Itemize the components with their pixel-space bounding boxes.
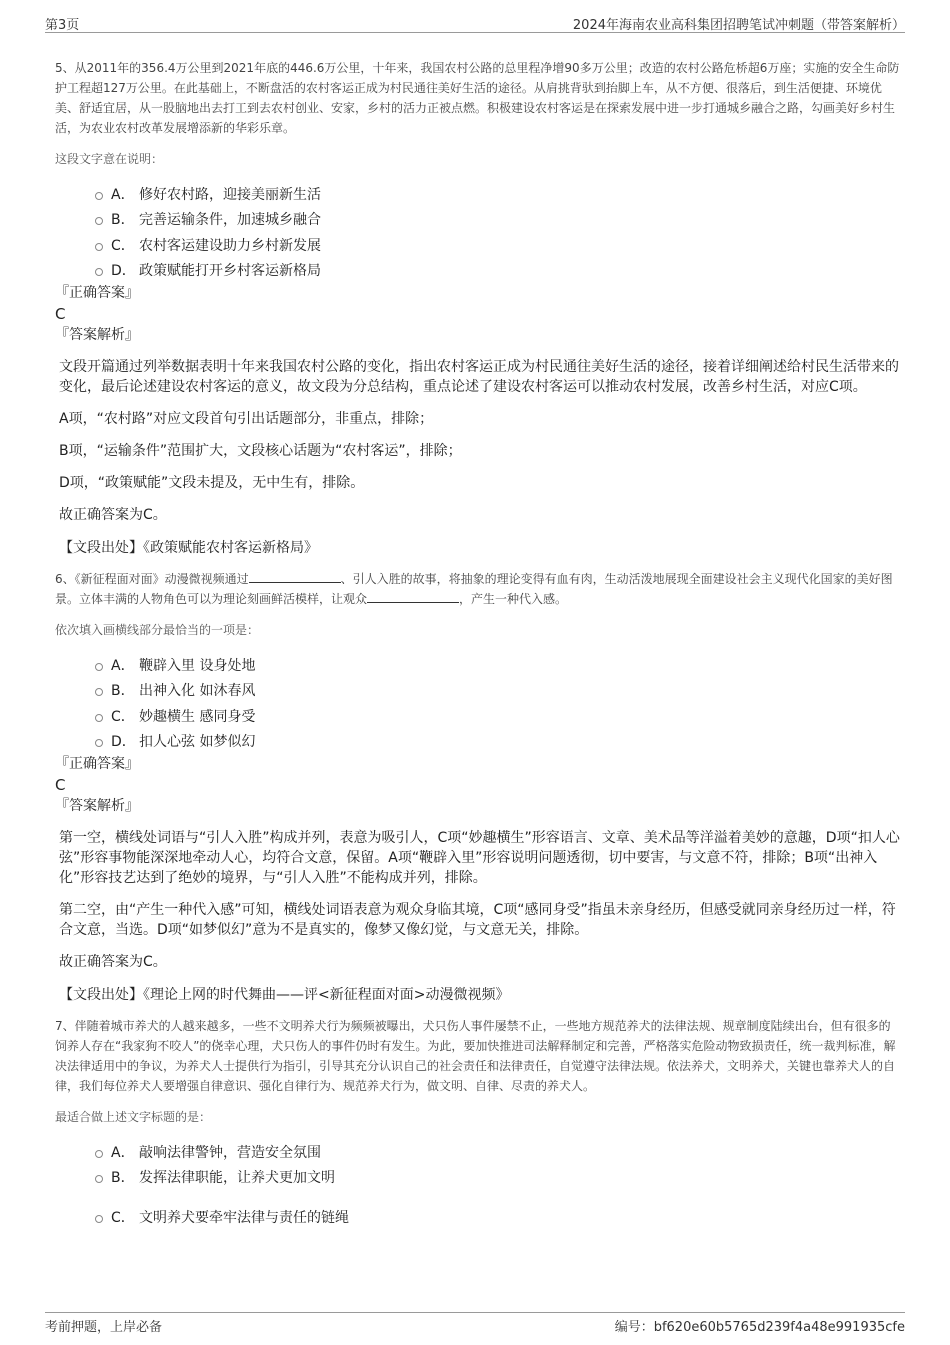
analysis-text: 第一空，横线处词语与“引人入胜”构成并列，表意为吸引人，C项“妙趣横生”形容语言、文章、美术品等洋溢着美妙的意趣，D项“扣人心弦”形容事物能深深地牵动人心，均符合文意，保留。A项“鞭辟入里”形容说明问题透彻，切中要害，与文意不符，排除；B项“出神入化”形容技艺达到了绝妙的境界，与“引人入胜”不能构成并列，排除。 第二空，由“产生一种代入感”可知，横线处词语表意为观众身临其境，C项“感同身受”指虽未亲身经历，但感受就同亲身经历过一样，符合文意，当选。D项“如梦似幻”意为不是真实的，像梦又像幻觉，与文意无关，排除。 故正确答案为C。 (59, 830, 900, 970)
answer-label: 『正确答案』 (55, 285, 139, 301)
source-citation: 【文段出处】《政策赋能农村客运新格局》 (59, 540, 318, 556)
option-list (95, 652, 902, 754)
radio-icon[interactable] (95, 714, 103, 722)
fill-blank (367, 590, 459, 603)
option-a[interactable]: A． 修好农村路，迎接美丽新生活 (95, 181, 902, 207)
question-5 (55, 58, 902, 557)
radio-icon[interactable] (95, 1175, 103, 1183)
question-text: 5、从2011年的356.4万公里到2021年底的446.6万公里，十年来，我国农村公路的总里程净增90多万公里；改造的农村公路危桥超6万座；实施的安全生命防护工程超127万公里。在此基础上，不断盘活的农村客运正成为村民通往美好生活的途径。从肩挑背驮到抬脚上车，从不方便、很落后，到生活便捷、环境优美、舒适宜居，从一股脑地出去打工到去农村创业、安家，乡村的活力正被点燃。积极建设农村客运是在探索发展中进一步打通城乡融合之路，勾画美好乡村生活，为农业农村改革发展增添新的华彩乐章。 (55, 61, 900, 135)
analysis-label: 『答案解析』 (55, 327, 139, 343)
question-text: 6、《新征程面对面》动漫微视频通过 、引人入胜的故事，将抽象的理论变得有血有肉，生动活泼地展现全面建设社会主义现代化国家的美好图景。立体丰满的人物角色可以为理论刻画鲜活模样，让观众 ，产生一种代入感。 (55, 572, 893, 606)
radio-icon[interactable] (95, 1215, 103, 1223)
page-content (55, 58, 902, 1230)
question-7 (55, 1016, 902, 1230)
analysis-label: 『答案解析』 (55, 798, 139, 814)
radio-icon[interactable] (95, 268, 103, 276)
option-list (95, 181, 902, 283)
radio-icon[interactable] (95, 1150, 103, 1158)
radio-icon[interactable] (95, 217, 103, 225)
question-prompt: 依次填入画横线部分最恰当的一项是： (55, 623, 260, 637)
page-number: 第3页 (45, 18, 80, 33)
document-code: 编号：bf620e60b5765d239f4a48e991935cfe (614, 1320, 905, 1335)
question-prompt: 这段文字意在说明： (55, 152, 164, 166)
option-d[interactable]: D． 政策赋能打开乡村客运新格局 (95, 258, 902, 284)
option-a[interactable]: A． 敲响法律警钟，营造安全氛围 (95, 1139, 902, 1165)
option-c[interactable]: C． 农村客运建设助力乡村新发展 (95, 232, 902, 258)
source-citation: 【文段出处】《理论上网的时代舞曲——评<新征程面对面>动漫微视频》 (59, 987, 510, 1003)
document-title: 2024年海南农业高科集团招聘笔试冲刺题（带答案解析） (572, 18, 905, 33)
option-c[interactable]: C． 文明养犬要牵牢法律与责任的链绳 (95, 1204, 902, 1230)
option-c[interactable]: C． 妙趣横生 感同身受 (95, 703, 902, 729)
radio-icon[interactable] (95, 243, 103, 251)
question-6 (55, 569, 902, 1004)
correct-answer: C (55, 776, 66, 794)
footer-slogan: 考前押题，上岸必备 (45, 1320, 163, 1335)
fill-blank (249, 570, 341, 583)
option-d[interactable]: D． 扣人心弦 如梦似幻 (95, 729, 902, 755)
option-b[interactable]: B． 完善运输条件，加速城乡融合 (95, 207, 902, 233)
radio-icon[interactable] (95, 192, 103, 200)
page-footer (45, 1312, 905, 1335)
radio-icon[interactable] (95, 663, 103, 671)
question-text: 7、伴随着城市养犬的人越来越多，一些不文明养犬行为频频被曝出，犬只伤人事件屡禁不止，一些地方规范养犬的法律法规、规章制度陆续出台，但有很多的饲养人存在“我家狗不咬人”的侥幸心理，犬只伤人的事件仍时有发生。为此，要加快推进司法解释制定和完善，严格落实危险动物致损责任，统一裁判标准，解决法律适用中的争议，为养犬人士提供行为指引，引导其充分认识自己的社会责任和法律责任，自觉遵守法律法规。依法养犬，文明养犬，关键也靠养犬人的自律，我们每位养犬人要增强自律意识、强化自律行为、规范养犬行为，做文明、自律、尽责的养犬人。 (55, 1019, 896, 1093)
radio-icon[interactable] (95, 739, 103, 747)
analysis-text: 文段开篇通过列举数据表明十年来我国农村公路的变化，指出农村客运正成为村民通往美好生活的途径，接着详细阐述给村民生活带来的变化，最后论述建设农村客运的意义，故文段为分总结构，重点论述了建设农村客运可以推动农村发展，改善乡村生活，对应C项。 A项，“农村路”对应文段首句引出话题部分，非重点，排除； B项，“运输条件”范围扩大，文段核心话题为“农村客运”，排除； D项，“政策赋能”文段未提及，无中生有，排除。 故正确答案为C。 (59, 359, 899, 523)
correct-answer: C (55, 305, 66, 323)
question-prompt: 最适合做上述文字标题的是： (55, 1110, 212, 1124)
option-a[interactable]: A． 鞭辟入里 设身处地 (95, 652, 902, 678)
answer-label: 『正确答案』 (55, 756, 139, 772)
page-header (45, 12, 905, 33)
option-b[interactable]: B． 出神入化 如沐春风 (95, 678, 902, 704)
option-list (95, 1139, 902, 1230)
option-b[interactable]: B． 发挥法律职能，让养犬更加文明 (95, 1165, 902, 1191)
radio-icon[interactable] (95, 688, 103, 696)
